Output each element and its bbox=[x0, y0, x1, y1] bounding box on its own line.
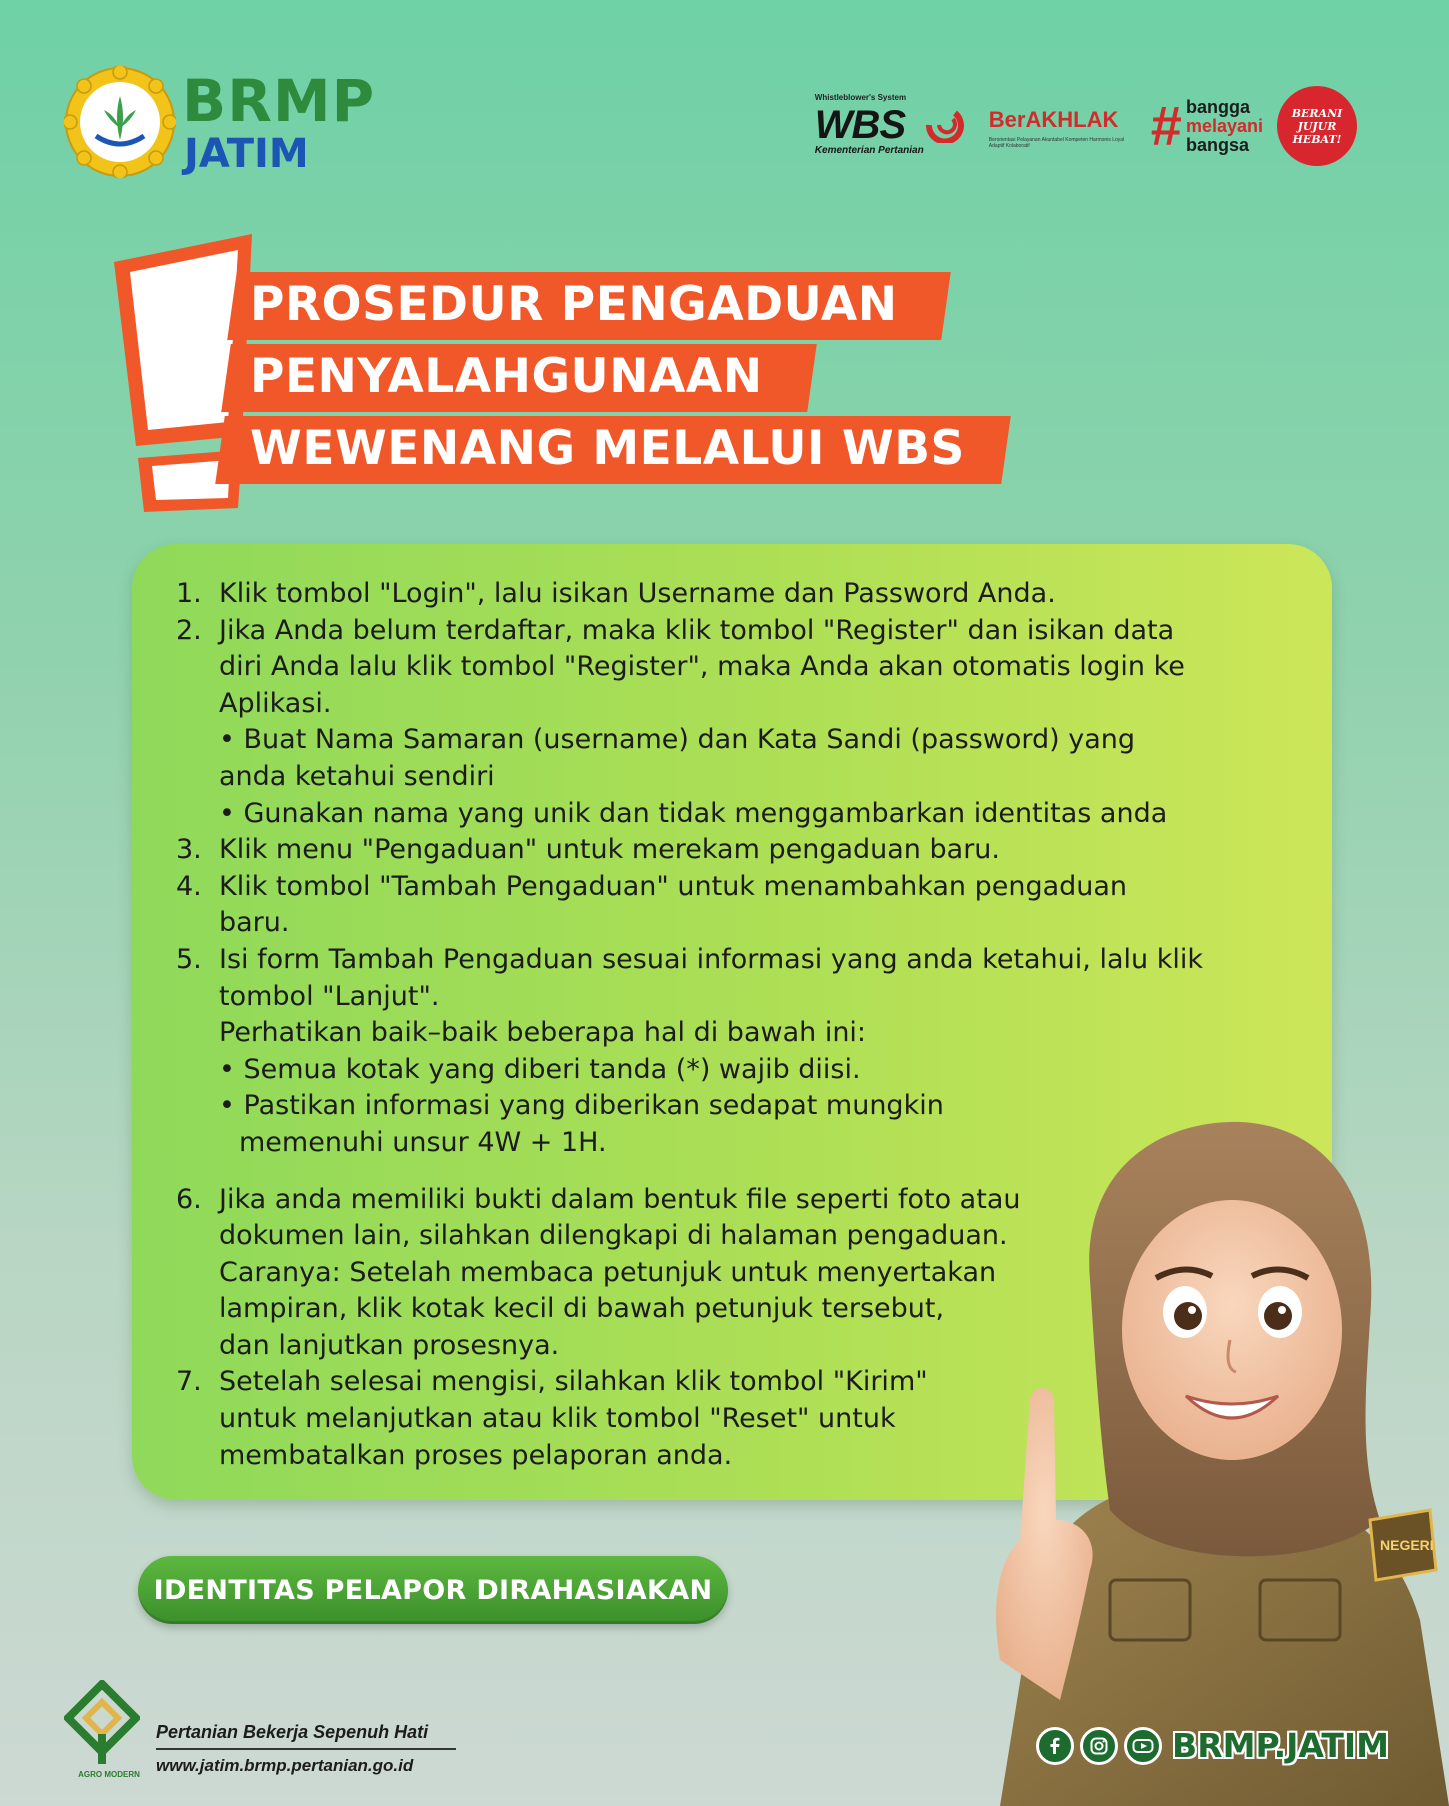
step-line: anda ketahui sendiri bbox=[219, 760, 495, 792]
step-line: Jika anda memiliki bukti dalam bentuk file seperti foto atau bbox=[219, 1183, 1021, 1215]
step-number: 6. bbox=[176, 1183, 202, 1215]
bangga-word-2: melayani bbox=[1185, 115, 1263, 136]
step-line: Klik tombol "Login", lalu isikan Username dan Password Anda. bbox=[219, 578, 1056, 609]
step-line: membatalkan proses pelaporan anda. bbox=[219, 1439, 733, 1471]
step-line: memenuhi unsur 4W + 1H. bbox=[239, 1126, 607, 1158]
berani-jujur-hebat-badge: BERANI JUJUR HEBAT! bbox=[1277, 86, 1357, 166]
step-number: 4. bbox=[176, 870, 202, 902]
step-item bbox=[176, 613, 1326, 833]
step-line: • Buat Nama Samaran (username) dan Kata Sandi (password) yang bbox=[219, 724, 1136, 756]
footer-tagline: Pertanian Bekerja Sepenuh Hati bbox=[156, 1722, 429, 1742]
social-handle: BRMP.JATIM bbox=[1172, 1726, 1389, 1765]
berakhlak-wordmark: BerAKHLAK bbox=[988, 107, 1119, 132]
bangga-word-1: bangga bbox=[1185, 96, 1250, 117]
step-number: 5. bbox=[176, 943, 202, 975]
step-line: • Pastikan informasi yang diberikan sedapat mungkin bbox=[219, 1090, 944, 1122]
step-line: • Gunakan nama yang unik dan tidak menggambarkan identitas anda bbox=[219, 797, 1168, 829]
wbs-logo bbox=[815, 93, 975, 159]
wbs-wordmark: WBS bbox=[814, 103, 906, 147]
footer-website: www.jatim.brmp.pertanian.go.id bbox=[156, 1756, 414, 1775]
title-line-2-text: PENYALAHGUNAAN bbox=[250, 349, 763, 404]
step-line: Perhatikan baik–baik beberapa hal di bawah ini: bbox=[219, 1017, 867, 1049]
step-number: 3. bbox=[176, 834, 202, 866]
step-line: dokumen lain, silahkan dilengkapi di halaman pengaduan. bbox=[219, 1220, 1008, 1252]
confidentiality-notice: IDENTITAS PELAPOR DIRAHASIAKAN bbox=[138, 1556, 728, 1624]
step-line: Klik menu "Pengaduan" untuk merekam pengaduan baru. bbox=[219, 834, 1000, 866]
title-line-3 bbox=[236, 414, 965, 486]
footer-divider bbox=[156, 1748, 456, 1750]
step-item bbox=[176, 576, 1326, 613]
brand-name: BRMP bbox=[182, 67, 376, 135]
step-line: diri Anda lalu klik tombol "Register", maka Anda akan otomatis login ke bbox=[219, 651, 1185, 683]
partner-logos bbox=[815, 86, 1357, 166]
berakhlak-values: Berorientasi Pelayanan Akuntabel Kompeten Harmonis Loyal Adaptif Kolaboratif bbox=[988, 137, 1125, 149]
step-number: 7. bbox=[176, 1366, 202, 1398]
brand-region: JATIM bbox=[184, 131, 309, 177]
step-line: Jika Anda belum terdaftar, maka klik tombol "Register" dan isikan data bbox=[219, 614, 1175, 646]
brand-wordmark bbox=[182, 67, 376, 177]
wbs-footer: Kementerian Pertanian bbox=[814, 145, 924, 156]
title-line-2 bbox=[236, 342, 965, 414]
bangga-word-3: bangsa bbox=[1185, 134, 1249, 155]
instagram-icon[interactable] bbox=[1080, 1727, 1118, 1765]
title-line-1 bbox=[236, 270, 965, 342]
agro-modern-logo bbox=[64, 1680, 140, 1766]
wbs-swoosh-icon bbox=[925, 107, 971, 143]
step-item bbox=[176, 832, 1326, 869]
step-number: 2. bbox=[176, 614, 202, 646]
facebook-icon[interactable] bbox=[1036, 1727, 1074, 1765]
step-line: Aplikasi. bbox=[219, 687, 332, 719]
title-line-3-text: WEWENANG MELALUI WBS bbox=[250, 421, 965, 476]
step-line: Isi form Tambah Pengaduan sesuai informasi yang anda ketahui, lalu klik bbox=[219, 943, 1203, 975]
social-links bbox=[1036, 1726, 1389, 1765]
step-line: Caranya: Setelah membaca petunjuk untuk menyertakan bbox=[219, 1256, 997, 1288]
kementan-logo bbox=[64, 66, 176, 178]
badge-text: NEGERI bbox=[1380, 1537, 1434, 1553]
step-line: dan lanjutkan prosesnya. bbox=[219, 1329, 560, 1361]
step-line: Klik tombol "Tambah Pengaduan" untuk menambahkan pengaduan bbox=[219, 870, 1128, 902]
step-line: untuk melanjutkan atau klik tombol "Reset" untuk bbox=[219, 1403, 896, 1435]
wbs-caption: Whistleblower's System bbox=[814, 93, 907, 102]
step-line: lampiran, klik kotak kecil di bawah petunjuk tersebut, bbox=[219, 1293, 945, 1325]
step-line: tombol "Lanjut". bbox=[219, 980, 440, 1012]
bangga-melayani-logo bbox=[1150, 94, 1263, 157]
step-line: • Semua kotak yang diberi tanda (*) wajib diisi. bbox=[219, 1053, 861, 1085]
berakhlak-logo bbox=[989, 93, 1137, 159]
hijab-mascot-illustration bbox=[960, 1100, 1449, 1806]
youtube-icon[interactable] bbox=[1124, 1727, 1162, 1765]
step-line: baru. bbox=[219, 907, 290, 939]
hashtag-icon: # bbox=[1150, 94, 1182, 157]
step-number: 1. bbox=[176, 578, 202, 609]
agro-modern-label: AGRO MODERN bbox=[78, 1770, 140, 1779]
title-line-1-text: PROSEDUR PENGADUAN bbox=[250, 277, 898, 332]
page-title bbox=[236, 270, 965, 486]
step-line: Setelah selesai mengisi, silahkan klik tombol "Kirim" bbox=[219, 1366, 928, 1398]
step-item bbox=[176, 869, 1326, 942]
